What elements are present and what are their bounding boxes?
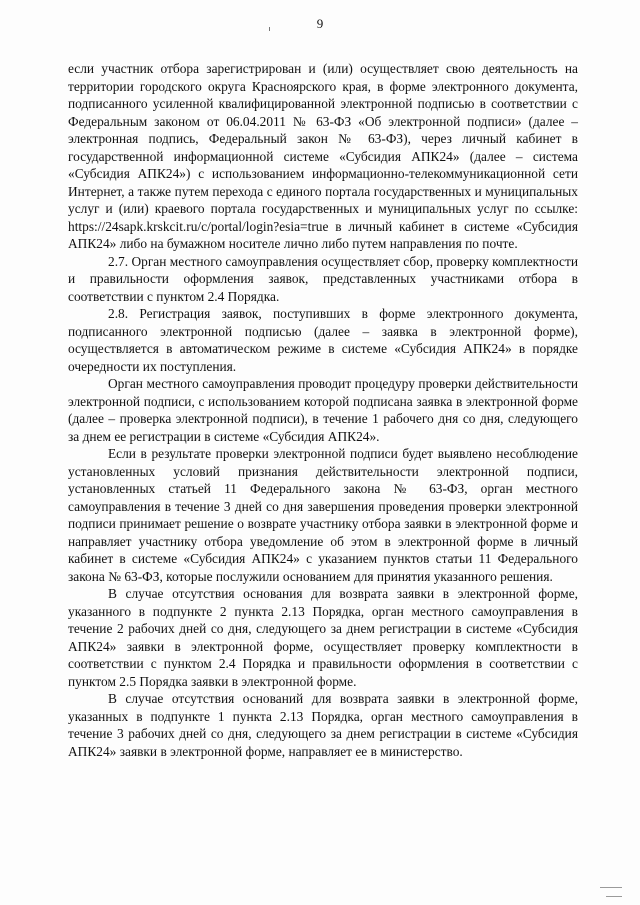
- scan-edge-mark: [606, 896, 622, 897]
- paragraph-no-return-2: В случае отсутствия основания для возврата заявки в электронной форме, указанного в подпункте 2 пункта 2.13 Порядка, орган местного самоуправления в течение 2 рабочих дней со дня, следующего за днем регистрации в системе «Субсидия АПК24» заявки в электронной форме, осуществляет проверку комплектности в соответствии с пунктом 2.4 Порядка и правильности оформления в соответствии с пунктом 2.5 Порядка заявки в электронной форме.: [68, 586, 578, 689]
- scan-mark: [269, 27, 270, 31]
- scan-edge-mark: [600, 887, 622, 888]
- document-body: [68, 60, 578, 760]
- paragraph-2-7: 2.7. Орган местного самоуправления осуществляет сбор, проверку комплектности и правильности оформления заявок, представленных участниками отбора в соответствии с пунктом 2.4 Порядка.: [68, 253, 578, 304]
- paragraph-no-return-1: В случае отсутствия оснований для возврата заявки в электронной форме, указанных в подпункте 1 пункта 2.13 Порядка, орган местного самоуправления в течение 3 рабочих дней со дня, следующего за днем регистрации в системе «Субсидия АПК24» заявки в электронной форме, направляет ее в министерство.: [68, 691, 578, 759]
- paragraph-signature-invalid: Если в результате проверки электронной подписи будет выявлено несоблюдение установленных условий признания действительности электронной подписи, установленных статьей 11 Федерального закона № 63-ФЗ, орган местного самоуправления в течение 3 дней со дня завершения проведения проверки электронной подписи принимает решение о возврате участнику отбора заявки в электронной форме и направляет участнику отбора уведомление об этом в электронной форме в личный кабинет в системе «Субсидия АПК24» с указанием пунктов статьи 11 Федерального закона № 63-ФЗ, которые послужили основанием для принятия указанного решения.: [68, 446, 578, 584]
- paragraph-signature-check: Орган местного самоуправления проводит процедуру проверки действительности электронной подписи, с использованием которой подписана заявка в электронной форме (далее – проверка электронной подписи), в течение 1 рабочего дня со дня, следующего за днем ее регистрации в системе «Субсидия АПК24».: [68, 376, 578, 444]
- paragraph-2-8: 2.8. Регистрация заявок, поступивших в форме электронного документа, подписанного электронной подписью (далее – заявка в электронной форме), осуществляется в автоматическом режиме в системе «Субсидия АПК24» в порядке очередности их поступления.: [68, 306, 578, 374]
- page-number: 9: [316, 16, 324, 31]
- paragraph-continuation: если участник отбора зарегистрирован и (или) осуществляет свою деятельность на территории городского округа Красноярского края, в форме электронного документа, подписанного усиленной квалифицированной электронной подписью в соответствии с Федеральным законом от 06.04.2011 № 63-ФЗ «Об электронной подписи» (далее – электронная подпись, Федеральный закон № 63-ФЗ), через личный кабинет в государственной информационной системе «Субсидия АПК24» (далее – система «Субсидия АПК24») с использованием информационно-телекоммуникационной сети Интернет, а также путем перехода с единого портала государственных и муниципальных услуг и (или) краевого портала государственных и муниципальных услуг по ссылке: https://24sapk.krskcit.ru/c/portal/login?esia=true в личный кабинет в системе «Субсидия АПК24» либо на бумажном носителе лично либо путем направления по почте.: [68, 61, 578, 251]
